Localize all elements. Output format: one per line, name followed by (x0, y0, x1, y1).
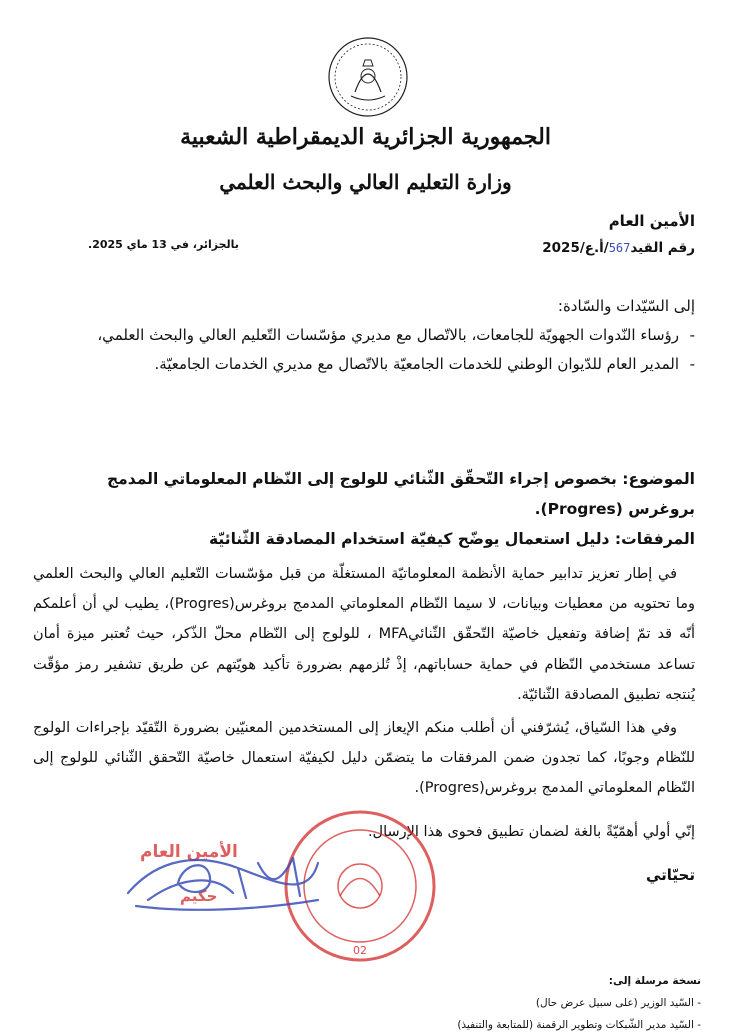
ref-prefix: رقم القيد (630, 240, 695, 256)
addressees-list (35, 321, 695, 379)
attachments-label: المرفقات: (614, 530, 695, 548)
letter-body (33, 559, 695, 807)
ref-handwritten: 567 (608, 241, 631, 255)
stamp-title: الأمين العام (140, 842, 238, 862)
stamp-number: 02 (353, 944, 367, 957)
attachments-text: دليل استعمال يوضّح كيفيّة استخدام المصادقة الثّنائيّة (209, 530, 610, 548)
handwritten-signature-icon (118, 838, 328, 918)
copies-item: - السّيد مدير الشّبكات وتطوير الرقمنة (للمتابعة والتنفيذ) (457, 1019, 701, 1031)
subject-text: بخصوص إجراء التّحقّق الثّنائي للولوج إلى النّظام المعلوماتي المدمج بروغرس (Progres). (107, 470, 695, 518)
stamp-name: حكيم (180, 887, 218, 905)
body-paragraph: في إطار تعزيز تدابير حماية الأنظمة المعلوماتيّة المستغلّة من قبل مؤسّسات التّعليم العالي والبحث العلمي وما تحتويه من معطيات وبيانات، لا سيما النّظام المعلوماتي المدمج بروغرس(Progres)، يطيب لي أن أعلمكم أنّه قد تمّ إضافة وتفعيل خاصيّة التّحقّق الثّنائيMFA ، للولوج إلى النّظام محلّ الذّكر، حيث تُعتبر ميزة أمان تساعد مستخدمي النّظام في حماية حساباتهم، إذْ تُلزمهم بضرورة تأكيد هويّتهم عن طريق تشفير رمز مؤقّت يُنتجه تطبيق المصادقة الثّنائيّة. (33, 566, 695, 703)
attachments-line (35, 524, 695, 554)
copies-block (457, 970, 701, 1036)
addressee-item: - المدير العام للدّيوان الوطني للخدمات الجامعيّة بالاتّصال مع مديري الخدمات الجامعيّة. (35, 350, 695, 379)
date-line: بالجزائر، في 13 ماي 2025. (88, 238, 239, 251)
ministry-title: وزارة التعليم العالي والبحث العلمي (219, 170, 512, 194)
algeria-emblem-icon (327, 36, 409, 118)
office-title: الأمين العام (608, 212, 695, 230)
copies-header: نسخة مرسلة إلى: (608, 975, 701, 987)
greeting: تحيّاتي (645, 866, 695, 884)
addressees-intro: إلى السّيّدات والسّادة: (557, 297, 695, 315)
subject-label: الموضوع: (622, 470, 695, 488)
subject-block (35, 464, 695, 554)
republic-title: الجمهورية الجزائرية الديمقراطية الشعبية (180, 124, 551, 150)
ref-suffix: /أ.ع/2025 (542, 240, 609, 256)
addressees-block (35, 292, 695, 379)
reference-number (542, 240, 695, 256)
copies-item: - السّيد الوزير (على سبيل عرض حال) (535, 997, 701, 1009)
subject-line (35, 464, 695, 524)
addressee-item: - رؤساء النّدوات الجهويّة للجامعات، بالاتّصال مع مديري مؤسّسات التّعليم العالي والبحث العلمي، (35, 321, 695, 350)
closing-line: إنّي أولي أهمّيّةً بالغة لضمان تطبيق فحوى هذا الإرسال. (367, 824, 695, 840)
body-paragraph: وفي هذا السّياق، يُشرّفني أن أطلب منكم الإيعاز إلى المستخدمين المعنيّين بضرورة التّقيّد بإجراءات الولوج للنّظام وجوبًا، كما تجدون ضمن المرفقات ما يتضمّن دليل لكيفيّة استعمال خاصيّة التّحقق الثّنائي للولوج إلى النّظام المعلوماتي المدمج بروغرس(Progres). (33, 720, 695, 797)
